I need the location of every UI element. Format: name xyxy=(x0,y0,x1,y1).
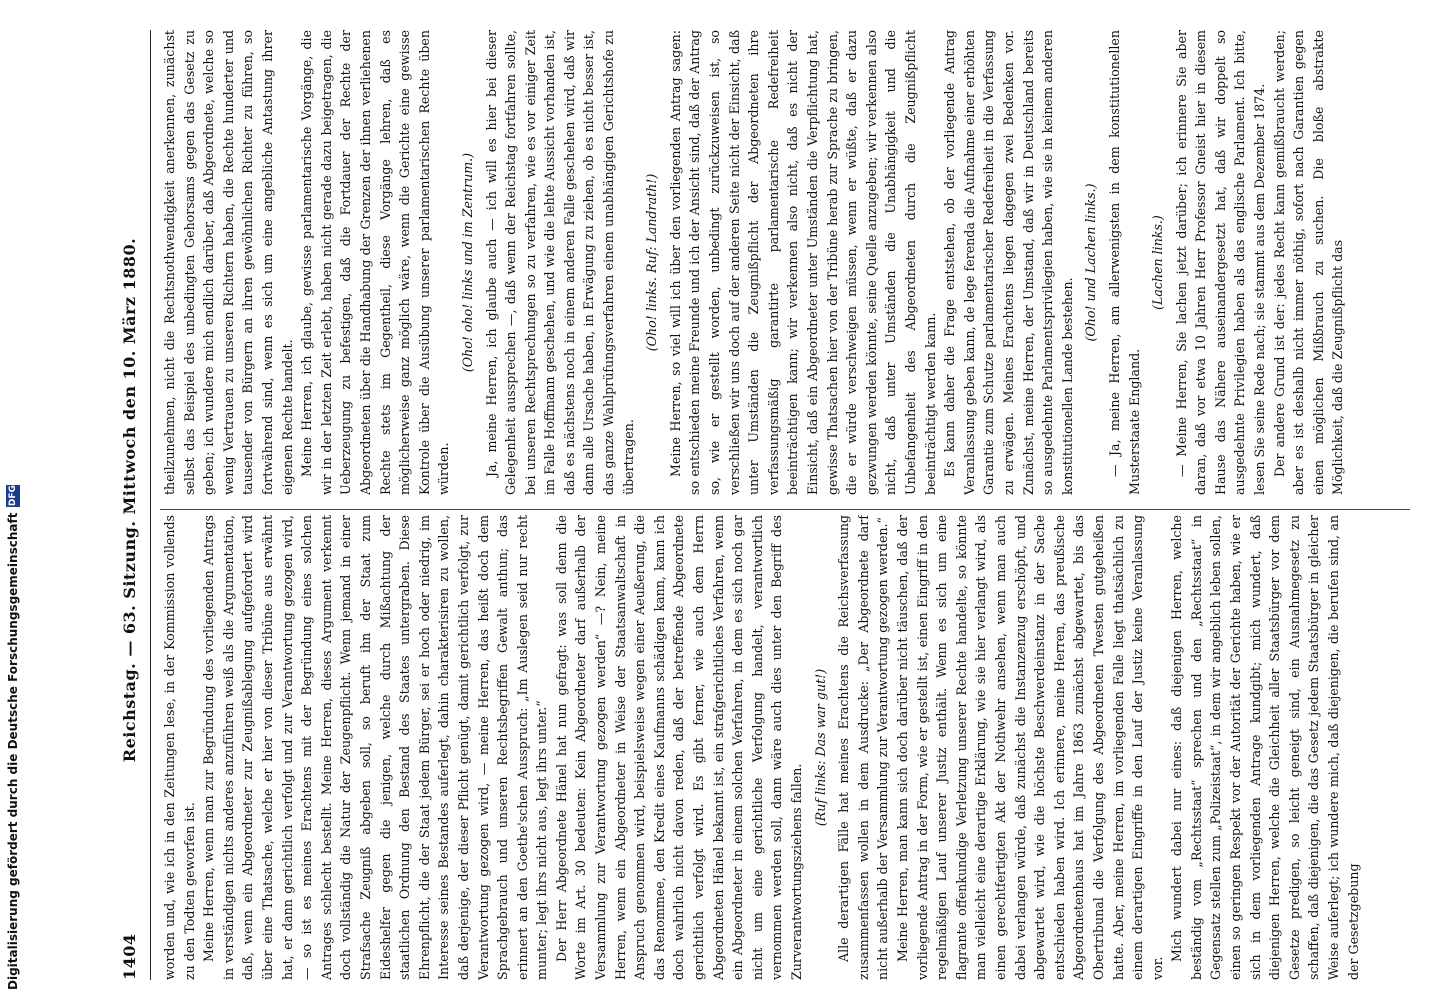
page-header xyxy=(120,30,150,980)
paragraph: Der andere Grund ist der: jedes Recht kann gemißbraucht werden; aber es ist deshalb nicht immer nöthig, sofort nach Garantien gegen einen möglichen Mißbrauch zu suchen. Die bloße abstrakte Möglichkeit, daß die Zeugnißpflicht das xyxy=(1271,30,1346,495)
dfg-logo: DFG xyxy=(8,485,18,507)
paragraph: Meine Herren, man kann sich doch darüber nicht täuschen, daß der vorliegende Antrag in der Form, wie er gestellt ist, einen Eingriff in den regelmäßigen Lauf unserer Justiz enthält. Wenn es sich um eine flagrante offenkundige Verletzung unserer Rechte handelte, so könnte man vielleicht eine derartige Erklärung, wie sie hier verlangt wird, als einen gerechtfertigten Akt der Nothwehr ansehen, wenn man auch dabei verlangen würde, daß zunächst die Instanzenzug erschöpft, und abgewartet wird, wie die höchste Beschwerdeinstanz in der Sache entschieden haben wird. Ich erinnere, meine Herren, das preußische Abgeordnetenhaus hat im Jahre 1863 zunächst abgewartet, bis das Obertribunal die Verfolgung des Abgeordneten Twesten gutgeheißen hatte. Aber, meine Herren, im vorliegenden Falle liegt thatsächlich zu einem derartigen Eingriffe in den Lauf der Justiz keine Veranlassung vor. xyxy=(894,515,1165,980)
page-title: Reichstag. — 63. Sitzung. Mittwoch den 10. März 1880. xyxy=(120,237,139,763)
interjection: (Lachen links.) xyxy=(1150,215,1166,310)
newspaper-page xyxy=(108,0,1432,1000)
paragraph: Meine Herren, wenn man zur Begründung des vorliegenden Antrags in verständigen nichts anderes anzuführen weiß als die Argumentation, daß, wenn ein Abgeordneter zur Zeugnißablegung aufgefordert wird über eine Thatsache, welche er hier von dieser Tribüne aus erwähnt hat, er dann gerichtlich verfolgt und zur Verantwortung gezogen wird, — so ist es meines Erachtens mit der Begründung eines solchen Antrages schlecht bestellt. Meine Herren, dieses Argument verkennt doch vollständig die Natur der Zeugenpflicht. Wenn jemand in einer Strafsache Zeugniß abgeben soll, so beruft ihn der Staat zum Eideshelfer gegen die jenigen, welche durch Mißachtung der staatlichen Ordnung den Bestand des Staates untergraben. Diese Ehrenpflicht, die der Staat jedem Bürger, sei er hoch oder niedrig, im Interesse seines Bestandes auferlegt, dahin charakterisiren zu wollen, daß derjenige, der dieser Pflicht genügt, damit gerichtlich verfolgt, zur Verantwortung gezogen wird, — meine Herren, das heißt doch dem Sprachgebrauch und unseren Rechtsbegriffen Gewalt anthun; das erinnert an den Goethe'schen Ausspruch: „Im Auslegen seid nur recht munter; legt ihrs nicht aus, legt ihrs unter.“ xyxy=(201,515,550,980)
paragraph: Es kann daher die Frage entstehen, ob der vorliegende Antrag Veranlassung geben kann, de lege ferenda die Aufnahme einer erhöhten Garantie zum Schutze parlamentarischer Redefreiheit in die Verfassung zu erwägen. Meines Erachtens liegen dagegen zwei Bedenken vor. Zunächst, meine Herren, der Umstand, daß wir in Deutschland bereits so ausgedehnte Parlamentsprivilegien haben, wie sie in keinem anderen konstitutionellen Lande bestehen. xyxy=(942,30,1075,495)
right-column xyxy=(160,30,1422,495)
column-divider xyxy=(160,509,1410,510)
paragraph-continued: worden und, wie ich in den Zeitungen lese, in der Kommission vollends zu den Todten geworfen ist. xyxy=(162,515,197,980)
interjection: (Oho! und Lachen links.) xyxy=(1083,183,1099,342)
interjection: (Ruf links: Das war gut!) xyxy=(812,668,828,827)
paragraph: — Meine Herren, Sie lachen jetzt darüber; ich erinnere Sie aber daran, daß vor etwa 10 Jahren Herr Professor Gneist hier in diesem Hause das Nähere auseinandergesetzt hat, daß wir doppelt so ausgedehnte Privilegien haben als das englische Parlament. Ich bitte, lesen Sie seine Rede nach; sie stammt aus dem Dezember 1874. xyxy=(1173,30,1268,495)
credit-text: Digitalisierung gefördert durch die Deutsche Forschungsgemeinschaft xyxy=(6,512,20,990)
paragraph: Meine Herren, ich glaube, gewisse parlamentarische Vorgänge, die wir in der letzten Zeit erlebt, haben nicht gerade dazu beigetragen, die Ueberzeugung zu befestigen, daß die Fortdauer der Rechte der Abgeordneten über die Handhabung der Grenzen der ihnen verliehenen Rechte stets im Gegentheil, diese Vorgänge lehren, daß es möglicherweise ganz möglich wäre, wenn die Gerichte eine gewisse Kontrole über die Ausübung unserer parlamentarischen Rechte üben würden. xyxy=(299,30,452,495)
paragraph: Mich wundert dabei nur eines: daß diejenigen Herren, welche beständig vom „Rechtsstaat“ sprechen und den „Rechtsstaat“ in Gegensatz stellen zum „Polizeistaat“, in dem wir angeblich leben sollen, einen so geringen Respekt vor der Autorität der Gerichte haben, wie er sich in dem vorliegenden Antrage kundgibt; mich wundert, daß diejenigen Herren, welche die Gleichheit aller Staatsbürger vor dem Gesetze predigen, so leicht geneigt sind, ein Ausnahmegesetz zu schaffen, daß diejenigen, die das Gesetz jedem Staatsbürger in gleicher Weise auferlegt; ich wundere mich, daß diejenigen, die berufen sind, an der Gesetzgebung xyxy=(1169,515,1361,980)
page-number: 1404 xyxy=(120,933,139,980)
paragraph: Meine Herren, so viel will ich über den vorliegenden Antrag sagen: so entschieden meine Freunde und ich der Ansicht sind, daß der Antrag so, wie er gestellt worden, unbedingt zurückzuweisen ist, so verschließen wir uns doch auf der anderen Seite nicht der Einsicht, daß unter Umständen die Zeugnißpflicht der Abgeordneten ihre verfassungsmäßig garantirte parlamentarische Redefreiheit beeinträchtigen kann; wir verkennen also nicht, daß es nicht der Einsicht, daß ein Abgeordneter unter Umständen die Verpflichtung hat, gewisse Thatsachen hier von der Tribüne herab zur Sprache zu bringen, die er würde verschweigen müssen, wenn er wüßte, daß er dazu gezwungen werden könnte, seine Quelle anzugeben; wir verkennen also nicht, daß unter Umständen die Unabhängigkeit und die Unbefangenheit des Abgeordneten durch die Zeugnißpflicht beeinträchtigt werden kann. xyxy=(667,30,938,495)
paragraph-continued: theilzunehmen, nicht die Rechtsnothwendigkeit anerkennen, zunächst selbst das Beispiel des unbedingten Gehorsams gegen das Gesetz zu geben; ich wundere mich endlich darüber, daß Abgeordnete, welche so wenig Vertrauen zu unseren Richtern haben, die Rechte hunderter und tausender von Bürgern an ihren gewöhnlichen Richter zu führen, so fortwährend sind, wenn es sich um eine angebliche Antastung ihrer eigenen Rechte handelt. xyxy=(162,30,295,495)
paragraph: Der Herr Abgeordnete Hänel hat nun gefragt: was soll denn die Worte im Art. 30 bedeuten: Kein Abgeordneter darf außerhalb der Versammlung zur Verantwortung gezogen werden“ —? Nein, meine Herren, wenn ein Abgeordneter in Weise der Staatsanwaltschaft in Anspruch genommen wird, beispielsweise wegen einer Aeußerung, die das Renommee, den Kredit eines Kaufmanns schädigen kann, kann ich doch wahrlich nicht davon reden, daß der betreffende Abgeordnete gerichtlich verfolgt wird. Es gibt ferner, wie auch dem Herrn Abgeordneten Hänel bekannt ist, ein strafgerichtliches Verfahren, wenn ein Abgeordneter in einem solchen Verfahren, in dem es sich noch gar nicht um eine gerichtliche Verfolgung handelt, verantwortlich vernommen werden soll, dann wäre auch dies unter den Begriff des Zurverantwortungsziehens fallen. xyxy=(553,515,804,980)
paragraph: Alle derartigen Fälle hat meines Erachtens die Reichsverfassung zusammenfassen wollen in dem Ausdrucke: „Der Abgeordnete darf nicht außerhalb der Versammlung zur Verantwortung gezogen werden.“ xyxy=(836,515,891,980)
left-column xyxy=(160,515,1422,980)
digitization-credit xyxy=(6,485,20,990)
interjection: (Oho! oho! links und im Zentrum.) xyxy=(459,152,475,373)
interjection: (Oho! links. Ruf: Landrath!) xyxy=(644,173,660,352)
paragraph: — Ja, meine Herren, am allerwenigsten in dem konstitutionellen Musterstaate England. xyxy=(1106,30,1142,495)
header-rule xyxy=(150,30,151,980)
paragraph: Ja, meine Herren, ich glaube auch — ich will es hier bei dieser Gelegenheit aussprechen —, daß wenn der Reichstag fortfahren sollte, bei unseren Rechtsprechungen so zu verfahren, wie es vor einiger Zeit im Falle Hoffmann geschehen, und wie die lehte Aussicht vorhanden ist, daß es nächstens noch in einem anderen Falle geschehen wird, daß wir dann alle Ursache haben, in Erwägung zu ziehen, ob es nicht besser ist, das ganze Wahlprüfungsverfahren einem unabhängigen Gerichtshofe zu übertragen. xyxy=(483,30,636,495)
